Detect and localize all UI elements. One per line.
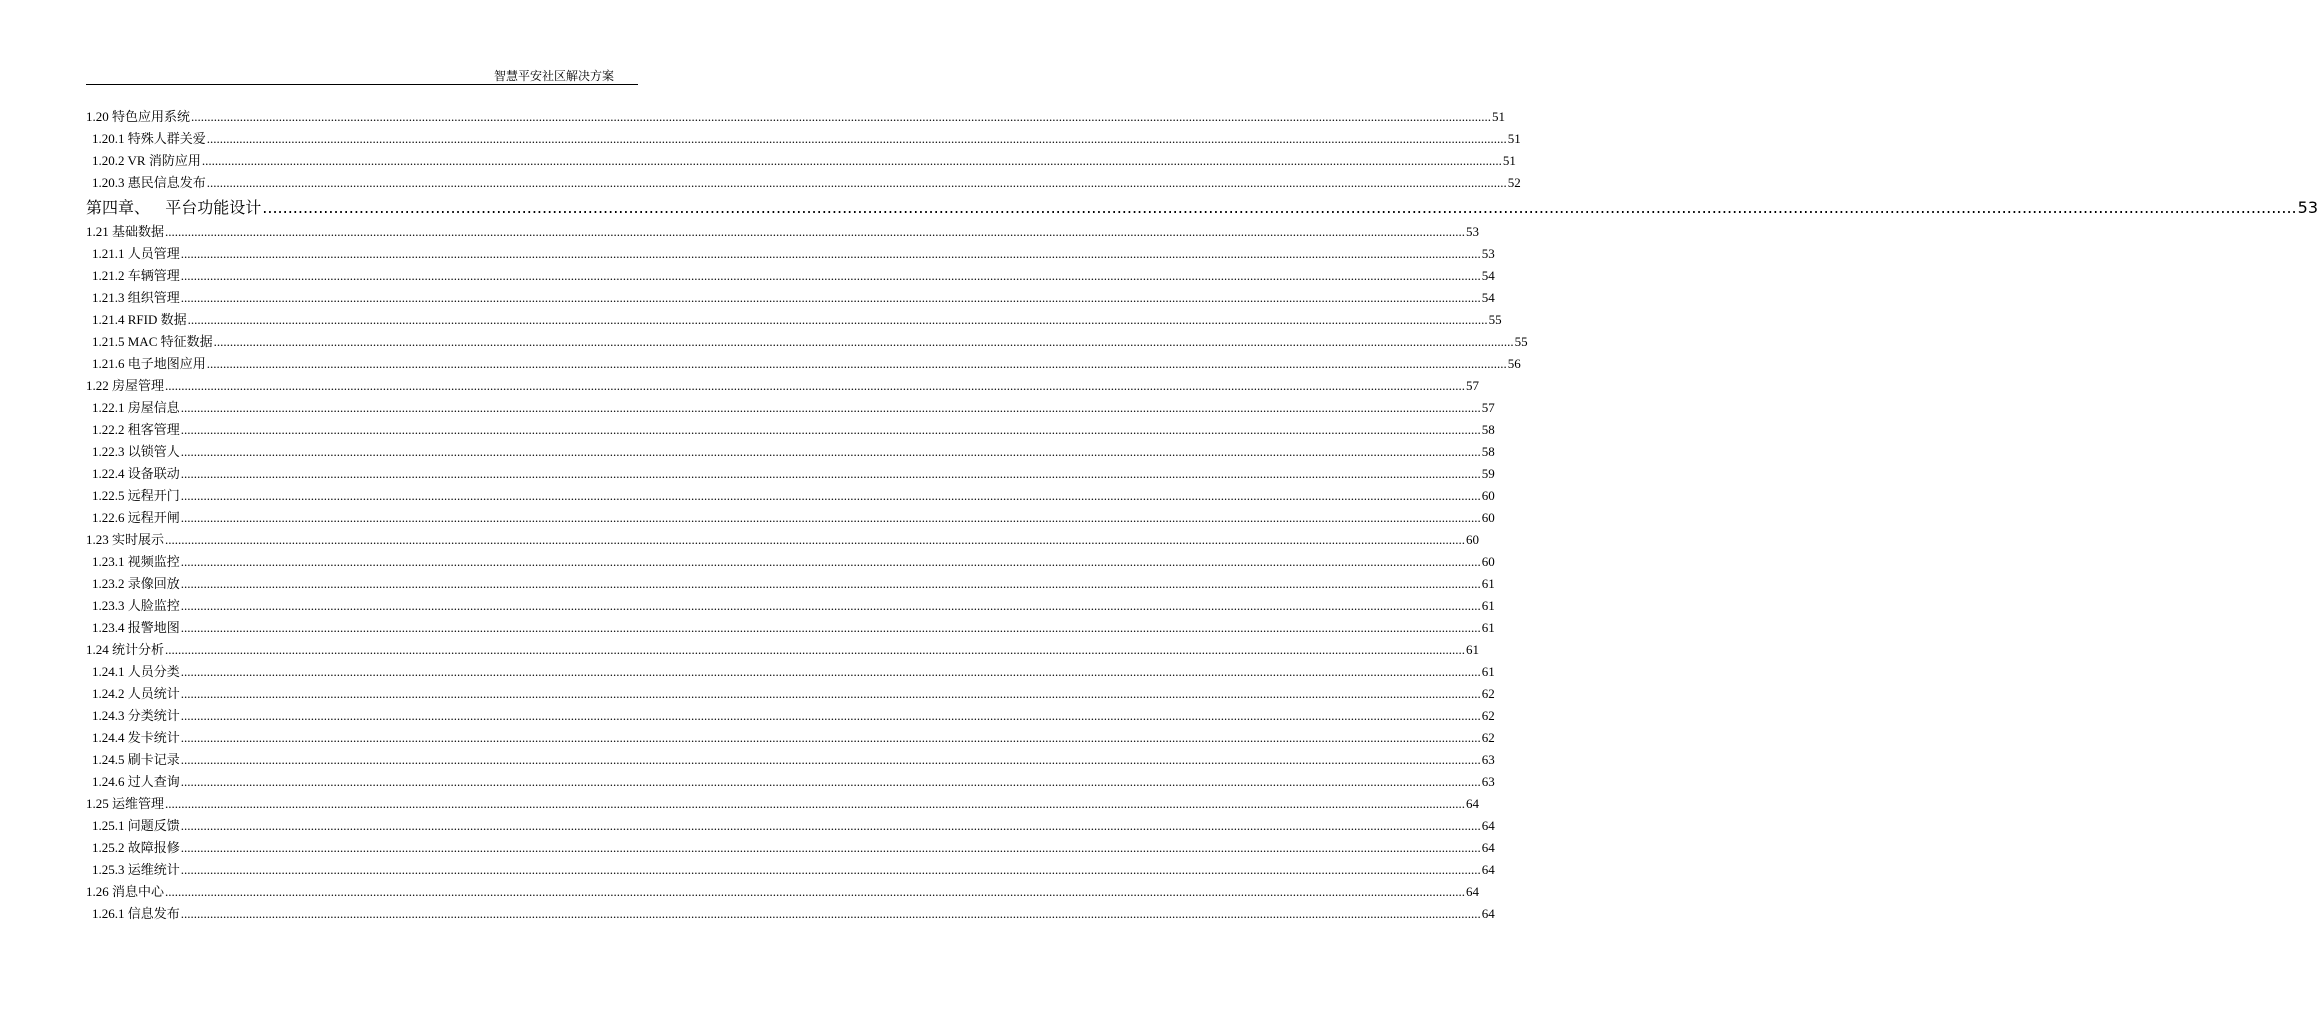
- toc-dot-leader: ................................................................................................................................................................................................................................................................................................................................................................................................................: [180, 246, 1481, 261]
- toc-entry-title: 1.21.2 车辆管理: [92, 268, 180, 283]
- toc-entry-page-number: 55: [1488, 312, 1502, 327]
- toc-entry-page-number: 64: [1466, 796, 1480, 811]
- toc-entry[interactable]: [86, 636, 1480, 658]
- toc-entry[interactable]: [86, 147, 1516, 169]
- toc-entry[interactable]: [86, 350, 1521, 372]
- toc-entry[interactable]: [86, 438, 1495, 460]
- toc-entry-page-number: 62: [1481, 708, 1495, 723]
- toc-dot-leader: ................................................................................................................................................................................................................................................................................................................................................................................................................: [180, 818, 1481, 833]
- toc-entry-page-number: 60: [1481, 554, 1495, 569]
- toc-entry-page-number: 51: [1492, 109, 1506, 124]
- toc-dot-leader: ................................................................................................................................................................................................................................................................................................................................................................................................................: [180, 774, 1481, 789]
- toc-entry-title: 1.20.1 特殊人群关爱: [92, 131, 206, 146]
- toc-dot-leader: ................................................................................................................................................................................................................................................................................................................................................................................................................: [180, 466, 1481, 481]
- toc-entry[interactable]: [86, 746, 1495, 768]
- toc-entry[interactable]: [86, 724, 1495, 746]
- toc-entry[interactable]: [86, 900, 1495, 922]
- toc-entry-title: 1.25 运维管理: [86, 796, 165, 811]
- toc-entry-title: 1.25.3 运维统计: [92, 862, 180, 877]
- toc-entry-page-number: 63: [1481, 774, 1495, 789]
- toc-entry[interactable]: [86, 262, 1495, 284]
- toc-dot-leader: ................................................................................................................................................................................................................................................................................................................................................................................................................: [213, 334, 1514, 349]
- toc-entry-page-number: 54: [1481, 268, 1495, 283]
- toc-entry-title: 1.24.2 人员统计: [92, 686, 180, 701]
- toc-entry-title: 1.21.1 人员管理: [92, 246, 180, 261]
- toc-entry-page-number: 51: [1502, 153, 1516, 168]
- toc-entry-page-number: 64: [1481, 818, 1495, 833]
- toc-entry[interactable]: [86, 570, 1495, 592]
- toc-entry-page-number: 61: [1466, 642, 1480, 657]
- toc-entry-page-number: 61: [1481, 576, 1495, 591]
- toc-dot-leader: ................................................................................................................................................................................................................................................................................................................................................................................................................: [180, 268, 1481, 283]
- toc-entry-page-number: 53: [1481, 246, 1495, 261]
- toc-entry-title: 1.22.3 以锁管人: [92, 444, 180, 459]
- toc-chapter-entry[interactable]: [86, 191, 2318, 218]
- toc-dot-leader: ................................................................................................................................................................................................................................................................................................................................................................................................................: [180, 290, 1481, 305]
- toc-dot-leader: ................................................................................................................................................................................................................................................................................................................................................................................................................: [180, 510, 1481, 525]
- toc-dot-leader: ................................................................................................................................................................................................................................................................................................................................................................................................................: [180, 488, 1481, 503]
- toc-entry-title: 1.20.3 惠民信息发布: [92, 175, 206, 190]
- toc-entry-title: 1.23.2 录像回放: [92, 576, 180, 591]
- toc-entry[interactable]: [86, 658, 1495, 680]
- toc-dot-leader: ................................................................................................................................................................................................................................................................................................................................................................................................................: [180, 620, 1481, 635]
- toc-entry[interactable]: [86, 790, 1480, 812]
- toc-dot-leader: ................................................................................................................................................................................................................................................................................................................................................................................................................: [165, 224, 1466, 239]
- toc-entry[interactable]: [86, 702, 1495, 724]
- toc-entry[interactable]: [86, 328, 1528, 350]
- toc-entry-page-number: 56: [1507, 356, 1521, 371]
- table-of-contents: [86, 103, 2318, 922]
- toc-entry-page-number: 60: [1481, 510, 1495, 525]
- toc-entry[interactable]: [86, 614, 1495, 636]
- toc-entry[interactable]: [86, 372, 1480, 394]
- toc-entry[interactable]: [86, 878, 1480, 900]
- toc-entry-page-number: 60: [1466, 532, 1480, 547]
- toc-dot-leader: ................................................................................................................................................................................................................................................................................................................................................................................................................: [191, 109, 1492, 124]
- toc-entry[interactable]: [86, 768, 1495, 790]
- toc-entry-title: 1.21.6 电子地图应用: [92, 356, 206, 371]
- toc-dot-leader: ................................................................................................................................................................................................................................................................................................................................................................................................................: [206, 356, 1507, 371]
- toc-entry[interactable]: [86, 482, 1495, 504]
- toc-entry-title: 1.22.4 设备联动: [92, 466, 180, 481]
- toc-dot-leader: ................................................................................................................................................................................................................................................................................................................................................................................................................: [180, 730, 1481, 745]
- toc-entry-title: 1.23.4 报警地图: [92, 620, 180, 635]
- toc-entry-title: 第四章、 平台功能设计: [86, 198, 262, 217]
- toc-entry-title: 1.25.2 故障报修: [92, 840, 180, 855]
- toc-entry[interactable]: [86, 240, 1495, 262]
- toc-entry-page-number: 61: [1481, 664, 1495, 679]
- toc-dot-leader: ................................................................................................................................................................................................................................................................................................................................................................................................................: [165, 378, 1466, 393]
- toc-entry[interactable]: [86, 103, 1506, 125]
- toc-entry-title: 1.22.1 房屋信息: [92, 400, 180, 415]
- toc-entry[interactable]: [86, 169, 1521, 191]
- toc-entry-title: 1.24.6 过人查询: [92, 774, 180, 789]
- toc-entry-title: 1.20.2 VR 消防应用: [92, 153, 201, 168]
- toc-entry-page-number: 61: [1481, 598, 1495, 613]
- toc-entry-page-number: 54: [1481, 290, 1495, 305]
- toc-entry-page-number: 64: [1481, 840, 1495, 855]
- toc-entry-page-number: 52: [1507, 175, 1521, 190]
- toc-dot-leader: ................................................................................................................................................................................................................................................................................................................................................................................................................: [180, 840, 1481, 855]
- toc-dot-leader: ................................................................................................................................................................................................................................................................................................................................................................................................................: [180, 400, 1481, 415]
- toc-dot-leader: ................................................................................................................................................................................................................................................................................................................................................................................................................: [180, 906, 1481, 921]
- toc-entry[interactable]: [86, 460, 1495, 482]
- toc-dot-leader: ................................................................................................................................................................................................................................................................................................................................................................................................................: [180, 686, 1481, 701]
- toc-dot-leader: ................................................................................................................................................................................................................................................................................................................................................................................................................: [206, 131, 1507, 146]
- toc-entry-title: 1.26.1 信息发布: [92, 906, 180, 921]
- toc-entry-page-number: 53: [2297, 198, 2318, 217]
- toc-entry-title: 1.23.3 人脸监控: [92, 598, 180, 613]
- toc-entry-title: 1.21.4 RFID 数据: [92, 312, 187, 327]
- toc-entry-page-number: 53: [1466, 224, 1480, 239]
- toc-dot-leader: ................................................................................................................................................................................................................................................................................................................................................................................................................: [187, 312, 1488, 327]
- toc-entry[interactable]: [86, 812, 1495, 834]
- toc-entry-title: 1.20 特色应用系统: [86, 109, 191, 124]
- toc-dot-leader: ................................................................................................................................................................................................................................................................................................................................................................................................................: [180, 422, 1481, 437]
- toc-dot-leader: ................................................................................................................................................................................................................................................................................................................................................................................................................: [180, 598, 1481, 613]
- toc-entry-page-number: 58: [1481, 422, 1495, 437]
- toc-dot-leader: ................................................................................................................................................................................................................................................................................................................................................................................................................: [180, 554, 1481, 569]
- toc-entry-page-number: 64: [1481, 906, 1495, 921]
- toc-dot-leader: ................................................................................................................................................................................................................................................................................................................................................................................................................: [180, 576, 1481, 591]
- toc-entry-title: 1.22 房屋管理: [86, 378, 165, 393]
- toc-entry-page-number: 63: [1481, 752, 1495, 767]
- toc-entry-page-number: 51: [1507, 131, 1521, 146]
- toc-entry-page-number: 64: [1481, 862, 1495, 877]
- toc-entry-title: 1.24 统计分析: [86, 642, 165, 657]
- toc-entry[interactable]: [86, 680, 1495, 702]
- toc-entry-title: 1.25.1 问题反馈: [92, 818, 180, 833]
- toc-entry[interactable]: [86, 526, 1480, 548]
- toc-entry[interactable]: [86, 592, 1495, 614]
- toc-entry-page-number: 61: [1481, 620, 1495, 635]
- toc-entry-page-number: 62: [1481, 686, 1495, 701]
- toc-entry[interactable]: [86, 504, 1495, 526]
- toc-entry[interactable]: [86, 416, 1495, 438]
- toc-dot-leader: ................................................................................................................................................................................................................................................................................................................................................................................................................: [180, 862, 1481, 877]
- toc-dot-leader: ................................................................................................................................................................................................................................................................................................................................................................................................................: [180, 664, 1481, 679]
- toc-entry-title: 1.24.5 刷卡记录: [92, 752, 180, 767]
- toc-entry-page-number: 55: [1514, 334, 1528, 349]
- toc-dot-leader: ................................................................................................................................................................................................................................................................................................................................................................................................................: [165, 796, 1466, 811]
- toc-entry-page-number: 64: [1466, 884, 1480, 899]
- toc-entry-title: 1.21 基础数据: [86, 224, 165, 239]
- toc-entry[interactable]: [86, 284, 1495, 306]
- toc-entry[interactable]: [86, 834, 1495, 856]
- toc-entry-page-number: 58: [1481, 444, 1495, 459]
- toc-entry-page-number: 60: [1481, 488, 1495, 503]
- toc-entry-title: 1.23.1 视频监控: [92, 554, 180, 569]
- toc-dot-leader: ................................................................................................................................................................................................................................................................................................................................................................................................................: [165, 642, 1466, 657]
- toc-entry[interactable]: [86, 125, 1521, 147]
- toc-entry[interactable]: [86, 394, 1495, 416]
- toc-entry-title: 1.22.6 远程开闸: [92, 510, 180, 525]
- toc-entry-title: 1.26 消息中心: [86, 884, 165, 899]
- toc-dot-leader: ................................................................................................................................................................................................................................................................................................................................................................................................................: [180, 752, 1481, 767]
- toc-entry-title: 1.22.5 远程开门: [92, 488, 180, 503]
- toc-dot-leader: ................................................................................................................................................................................................................................................................................................................................................................................................................: [165, 532, 1466, 547]
- toc-entry-title: 1.24.4 发卡统计: [92, 730, 180, 745]
- header-title: 智慧平安社区解决方案: [493, 69, 614, 83]
- toc-entry[interactable]: [86, 548, 1495, 570]
- toc-entry-title: 1.22.2 租客管理: [92, 422, 180, 437]
- toc-dot-leader: ................................................................................................................................................................................................................................................................................................................................................................................................................: [180, 708, 1481, 723]
- toc-dot-leader: ................................................................................................................................................................................................................................................................................................................................................................................................................: [206, 175, 1507, 190]
- toc-entry-page-number: 62: [1481, 730, 1495, 745]
- toc-dot-leader: ................................................................................................................................................................................................................................................................................................................................................................................................................: [165, 884, 1466, 899]
- toc-entry-page-number: 59: [1481, 466, 1495, 481]
- toc-entry-title: 1.24.1 人员分类: [92, 664, 180, 679]
- toc-entry[interactable]: [86, 856, 1495, 878]
- toc-dot-leader: ................................................................................................................................................................................................................................................................................................................................................................................................................: [180, 444, 1481, 459]
- toc-entry-title: 1.21.5 MAC 特征数据: [92, 334, 213, 349]
- toc-entry-title: 1.21.3 组织管理: [92, 290, 180, 305]
- toc-entry-title: 1.24.3 分类统计: [92, 708, 180, 723]
- toc-entry[interactable]: [86, 306, 1502, 328]
- toc-entry-page-number: 57: [1481, 400, 1495, 415]
- toc-entry-page-number: 57: [1466, 378, 1480, 393]
- toc-dot-leader: ................................................................................................................................................................................................................................................................................................................................................................................................................: [201, 153, 1502, 168]
- toc-entry-title: 1.23 实时展示: [86, 532, 165, 547]
- toc-entry[interactable]: [86, 218, 1480, 240]
- toc-dot-leader: ................................................................................................................................................................................................................................................................................................................................................................................................................: [262, 198, 2297, 217]
- page-header: [86, 62, 638, 85]
